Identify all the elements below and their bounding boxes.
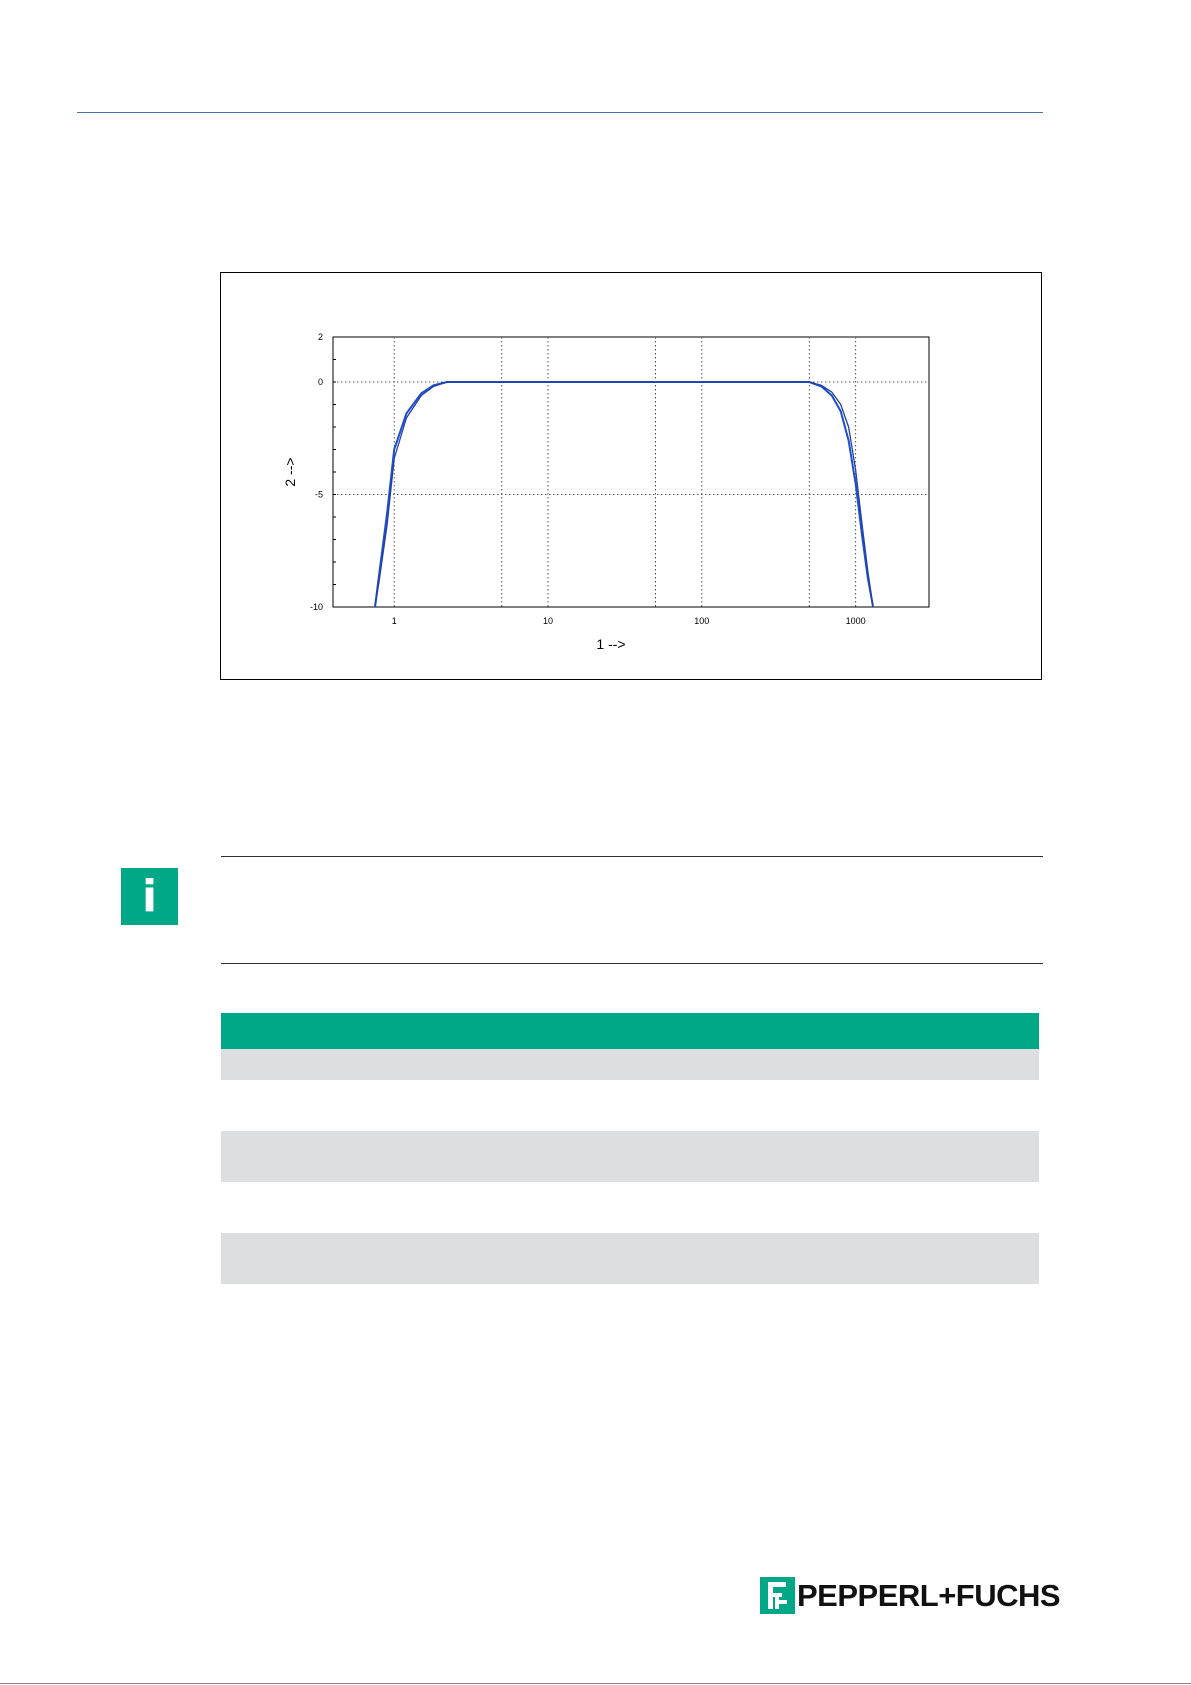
info-icon <box>121 868 178 925</box>
table-row-header <box>221 1013 1039 1049</box>
spec-table <box>221 1013 1039 1284</box>
header-rule <box>77 112 1043 113</box>
y-axis-label: 2 --> <box>282 457 298 487</box>
plot-area <box>333 337 929 607</box>
y-tick-label: -10 <box>309 602 323 612</box>
chart <box>221 273 1043 681</box>
brand-logo-text: PEPPERL+FUCHS <box>797 1578 1061 1613</box>
note-rule-bottom <box>221 963 1043 964</box>
table-row-shaded <box>221 1131 1039 1182</box>
y-tick-label: -5 <box>314 489 323 500</box>
brand-logo-mark <box>760 1577 795 1614</box>
x-tick-label: 10 <box>543 616 554 626</box>
y-tick-label: 0 <box>317 377 323 387</box>
table-row-plain <box>221 1182 1039 1233</box>
x-tick-label: 1000 <box>845 616 866 626</box>
y-tick-label: 2 <box>317 332 323 342</box>
x-axis-label: 1 --> <box>596 636 626 652</box>
info-icon-glyph: i <box>141 871 158 922</box>
x-tick-label: 100 <box>694 616 710 626</box>
page-bottom-rule <box>0 1683 1191 1684</box>
table-row-shaded <box>221 1049 1039 1080</box>
note-rule-top <box>221 856 1043 857</box>
x-tick-label: 1 <box>391 616 397 626</box>
table-row-shaded <box>221 1233 1039 1284</box>
table-row-plain <box>221 1080 1039 1131</box>
figure-frequency-response <box>220 272 1042 680</box>
